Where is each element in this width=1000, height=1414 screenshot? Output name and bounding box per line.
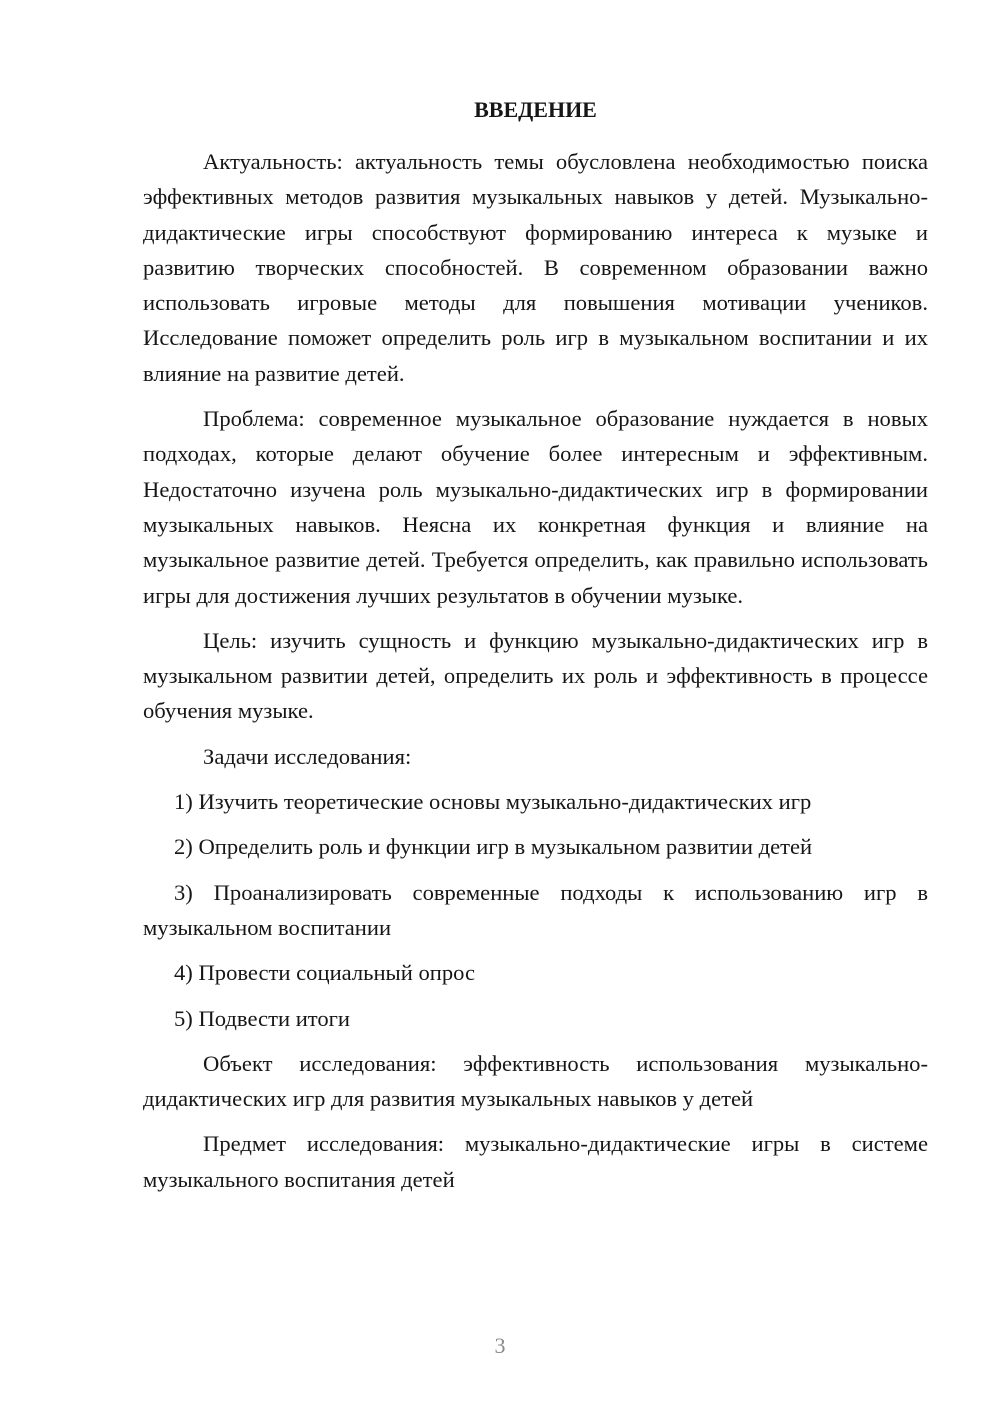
- task-item-2: 2) Определить роль и функции игр в музыкальном развитии детей: [174, 834, 813, 860]
- subject-paragraph: Предмет исследования: музыкально-дидактические игры в системе музыкального воспитания детей: [143, 1131, 928, 1192]
- task-item-4: 4) Провести социальный опрос: [174, 960, 476, 986]
- goal-paragraph: Цель: изучить сущность и функцию музыкально-дидактических игр в музыкальном развитии детей, определить их роль и эффективность в процессе обучения музыке.: [143, 627, 928, 724]
- task-item-1: 1) Изучить теоретические основы музыкально-дидактических игр: [174, 789, 812, 815]
- problem-paragraph: Проблема: современное музыкальное образование нуждается в новых подходах, которые делают обучение более интересным и эффективным. Недостаточно изучена роль музыкально-дидактических игр в формировании музыкальных навыков. Неясна их конкретная функция и влияние на музыкальное развитие детей. Требуется определить, как правильно использовать игры для достижения лучших результатов в обучении музыке.: [143, 406, 928, 608]
- tasks-heading: Задачи исследования:: [203, 743, 412, 769]
- page-number: 3: [494, 1333, 506, 1358]
- page-title: ВВЕДЕНИЕ: [474, 97, 597, 122]
- relevance-paragraph: Актуальность: актуальность темы обусловлена необходимостью поиска эффективных методов развития музыкальных навыков у детей. Музыкально-дидактические игры способствуют формированию интереса к музыке и развитию творческих способностей. В современном образовании важно использовать игровые методы для повышения мотивации учеников. Исследование поможет определить роль игр в музыкальном воспитании и их влияние на развитие детей.: [143, 149, 928, 386]
- object-paragraph: Объект исследования: эффективность использования музыкально-дидактических игр для развития музыкальных навыков у детей: [143, 1050, 928, 1112]
- document-page: [143, 94, 928, 1207]
- task-item-3: 3) Проанализировать современные подходы к использованию игр в музыкальном воспитании: [143, 879, 928, 940]
- task-item-5: 5) Подвести итоги: [174, 1005, 351, 1031]
